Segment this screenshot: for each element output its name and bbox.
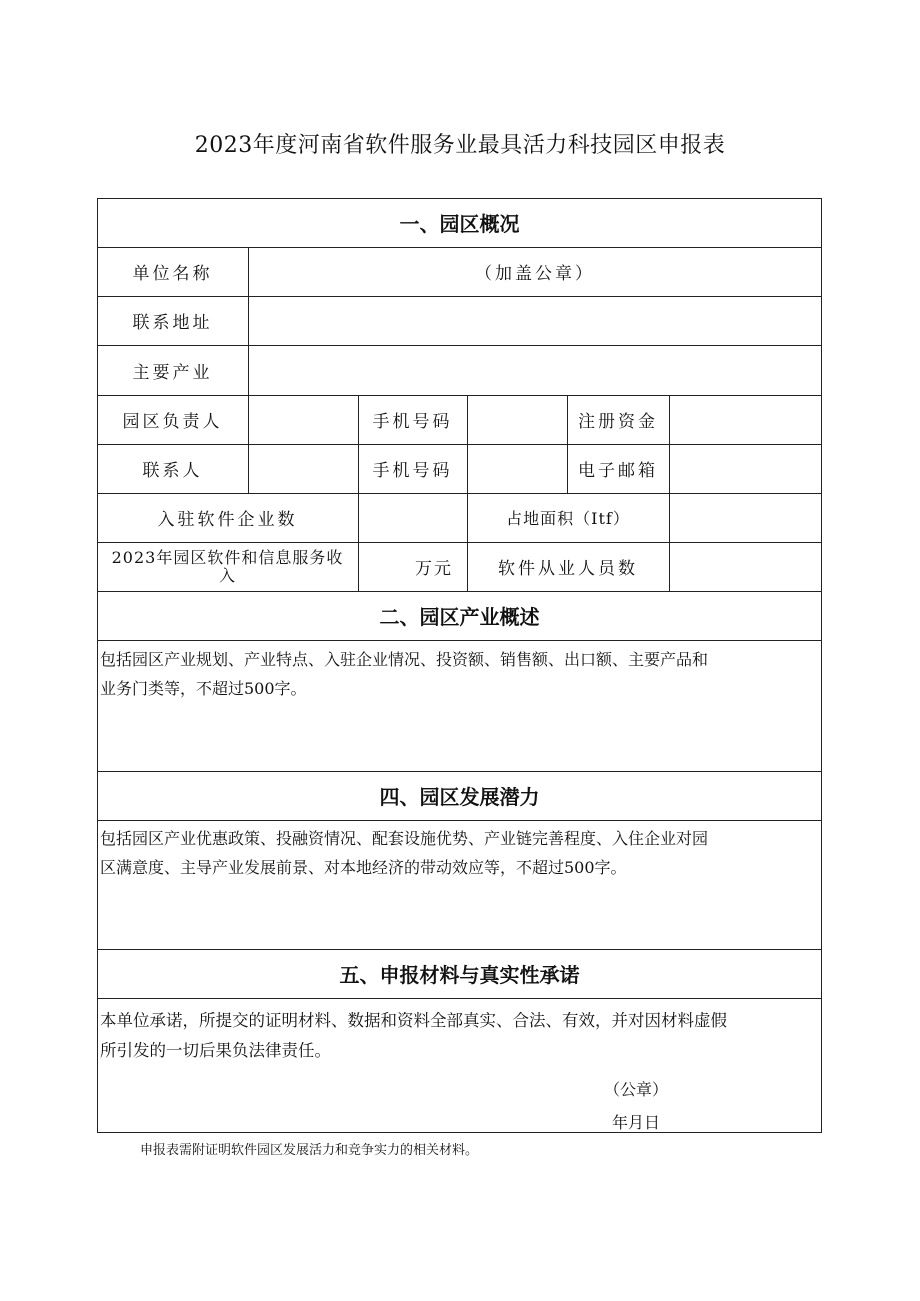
row-divider (97, 640, 822, 641)
industry-label: 主要产业 (132, 362, 213, 383)
revenue-label (97, 542, 358, 591)
leader-field[interactable] (248, 395, 358, 444)
staff-label: 软件从业人员数 (498, 559, 638, 579)
row-divider (97, 820, 822, 821)
section-heading-potential: 四、园区发展潜力 (379, 785, 540, 809)
section-heading-overview: 一、园区概况 (399, 212, 520, 236)
contact-label: 联系人 (142, 461, 203, 481)
contact-phone-field[interactable] (467, 444, 567, 493)
leader-label: 园区负责人 (122, 412, 223, 432)
table-border-bottom (97, 1132, 822, 1133)
instruction-line: 业务门类等，不超过500字。 (100, 679, 307, 698)
seal-placeholder: （公章） (604, 1080, 669, 1099)
row-divider (97, 998, 822, 999)
area-label: 占地面积（Itf） (506, 509, 630, 528)
page-title: 2023年度河南省软件服务业最具活力科技园区申报表 (194, 133, 726, 158)
commitment-line: 本单位承诺，所提交的证明材料、数据和资料全部真实、合法、有效，并对因材料虚假 (100, 1011, 727, 1030)
instruction-line: 包括园区产业优惠政策、投融资情况、配套设施优势、产业链完善程度、入住企业对园 (100, 829, 709, 848)
revenue-unit: 万元 (415, 559, 453, 579)
instruction-line: 区满意度、主导产业发展前景、对本地经济的带动效应等，不超过500字。 (100, 858, 627, 877)
section-heading-industry: 二、园区产业概述 (379, 605, 540, 629)
potential-instructions[interactable] (100, 824, 820, 882)
company-count-field[interactable] (358, 493, 467, 542)
leader-phone-field[interactable] (467, 395, 567, 444)
email-label: 电子邮箱 (578, 461, 658, 481)
reg-capital-label: 注册资金 (578, 412, 658, 432)
address-field[interactable] (248, 296, 822, 345)
reg-capital-field[interactable] (669, 395, 822, 444)
revenue-label-line1: 2023年园区软件和信息服务收 (111, 547, 344, 567)
instruction-line: 包括园区产业规划、产业特点、入驻企业情况、投资额、销售额、出口额、主要产品和 (100, 650, 709, 669)
date-placeholder: 年月日 (612, 1113, 661, 1132)
section-heading-commitment: 五、申报材料与真实性承诺 (339, 963, 580, 987)
staff-field[interactable] (669, 542, 822, 591)
unit-name-label: 单位名称 (132, 264, 213, 284)
email-field[interactable] (669, 444, 822, 493)
unit-name-field[interactable]: （加盖公章） (475, 264, 595, 284)
company-count-label: 入驻软件企业数 (157, 510, 298, 530)
area-field[interactable] (669, 493, 822, 542)
industry-overview-instructions[interactable] (100, 645, 820, 703)
footnote: 申报表需附证明软件园区发展活力和竞争实力的相关材料。 (140, 1143, 479, 1158)
revenue-label-line2: 入 (218, 565, 236, 585)
address-label: 联系地址 (132, 313, 213, 333)
leader-phone-label: 手机号码 (372, 412, 453, 432)
commitment-line: 所引发的一切后果负法律责任。 (100, 1041, 331, 1060)
contact-phone-label: 手机号码 (372, 461, 453, 481)
contact-field[interactable] (248, 444, 358, 493)
commitment-text (100, 1006, 820, 1066)
revenue-field[interactable] (358, 542, 467, 591)
industry-field[interactable] (248, 345, 822, 395)
